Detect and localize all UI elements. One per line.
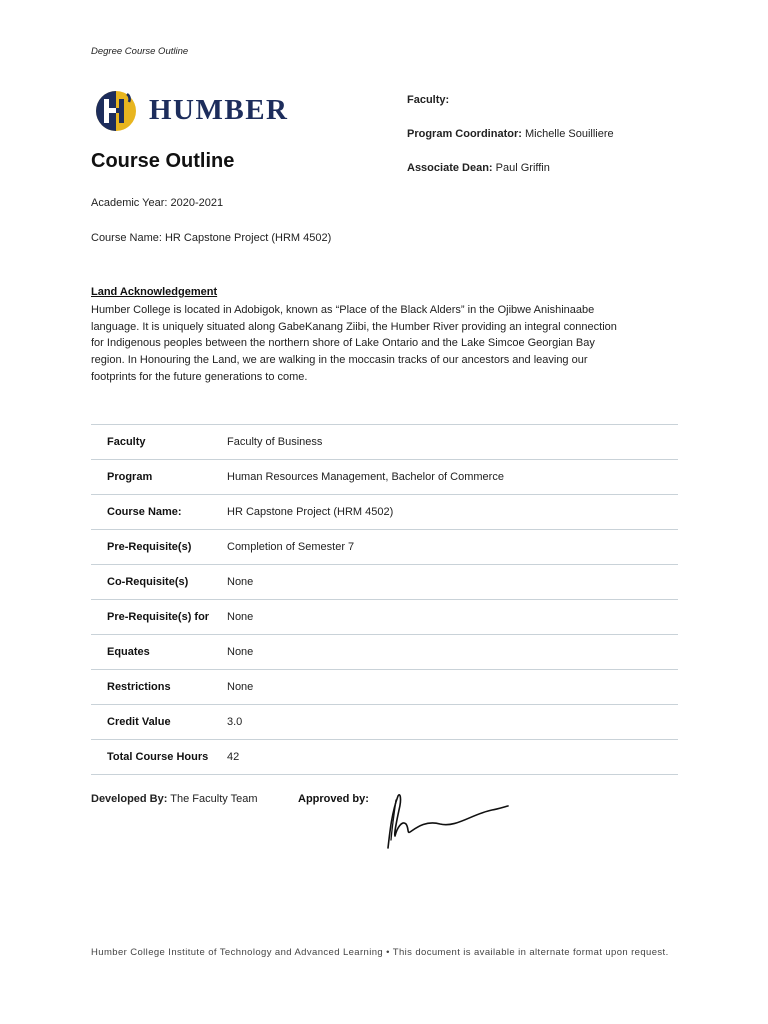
table-row bbox=[91, 670, 678, 705]
row-label: Course Name: bbox=[91, 495, 227, 530]
meta-dean-label: Associate Dean: bbox=[407, 162, 493, 174]
table-row bbox=[91, 565, 678, 600]
land-line: for Indigenous peoples between the northern shore of Lake Ontario and the Lake Simcoe Georgian Bay bbox=[91, 337, 595, 350]
meta-faculty bbox=[407, 94, 449, 106]
table-row bbox=[91, 740, 678, 775]
row-label: Program bbox=[91, 460, 227, 495]
row-label: Faculty bbox=[91, 425, 227, 460]
course-details-table bbox=[91, 424, 678, 775]
land-line: Humber College is located in Adobigok, known as “Place of the Black Alders” in the Ojibwe Anishinaabe bbox=[91, 304, 595, 316]
land-acknowledgement-heading: Land Acknowledgement bbox=[91, 286, 218, 298]
row-label: Pre-Requisite(s) for bbox=[91, 600, 227, 635]
land-line: footprints for the future generations to come. bbox=[91, 370, 308, 383]
row-label: Credit Value bbox=[91, 705, 227, 740]
row-value: Completion of Semester 7 bbox=[227, 530, 678, 565]
land-line: region. In Honouring the Land, we are walking in the moccasin tracks of our ancestors and leaving our bbox=[91, 354, 588, 367]
approved-by-label: Approved by: bbox=[298, 793, 369, 805]
humber-h-logo-icon bbox=[95, 88, 141, 134]
row-value: Human Resources Management, Bachelor of Commerce bbox=[227, 460, 678, 495]
table-row bbox=[91, 460, 678, 495]
row-value: None bbox=[227, 635, 678, 670]
row-value: None bbox=[227, 565, 678, 600]
meta-coordinator-value: Michelle Souilliere bbox=[524, 128, 614, 140]
table-row bbox=[91, 600, 678, 635]
row-label: Total Course Hours bbox=[91, 740, 227, 775]
row-label: Co-Requisite(s) bbox=[91, 565, 227, 600]
meta-faculty-label: Faculty: bbox=[407, 94, 450, 106]
table-row bbox=[91, 635, 678, 670]
developed-by bbox=[91, 793, 258, 805]
land-acknowledgement-body bbox=[91, 302, 681, 386]
row-value: Faculty of Business bbox=[227, 425, 678, 460]
row-value: None bbox=[227, 670, 678, 705]
row-label: Pre-Requisite(s) bbox=[91, 530, 227, 565]
row-label: Equates bbox=[91, 635, 227, 670]
header-note: Degree Course Outline bbox=[91, 46, 189, 57]
table-row bbox=[91, 425, 678, 460]
footer-note: Humber College Institute of Technology and Advanced Learning • This document is available in alternate format upon request. bbox=[91, 947, 669, 958]
academic-year: Academic Year: 2020-2021 bbox=[91, 197, 224, 209]
table-row bbox=[91, 495, 678, 530]
meta-dean bbox=[407, 162, 550, 174]
table-row bbox=[91, 705, 678, 740]
developed-by-value: The Faculty Team bbox=[170, 793, 258, 805]
land-line: language. It is uniquely situated along GabeKanang Ziibi, the Humber River providing an integral connection bbox=[91, 320, 617, 333]
meta-coordinator bbox=[407, 128, 614, 140]
row-label: Restrictions bbox=[91, 670, 227, 705]
developed-by-label: Developed By: bbox=[91, 793, 168, 805]
course-name-line: Course Name: HR Capstone Project (HRM 4502) bbox=[91, 232, 332, 244]
row-value: None bbox=[227, 600, 678, 635]
signature-image bbox=[380, 790, 515, 854]
meta-dean-value: Paul Griffin bbox=[495, 162, 550, 174]
row-value: HR Capstone Project (HRM 4502) bbox=[227, 495, 678, 530]
meta-coordinator-label: Program Coordinator: bbox=[407, 128, 522, 140]
table-row bbox=[91, 530, 678, 565]
humber-logo bbox=[95, 88, 295, 134]
row-value: 3.0 bbox=[227, 705, 678, 740]
page-title: Course Outline bbox=[91, 150, 235, 172]
row-value: 42 bbox=[227, 740, 678, 775]
brand-name: HUMBER bbox=[149, 94, 289, 126]
